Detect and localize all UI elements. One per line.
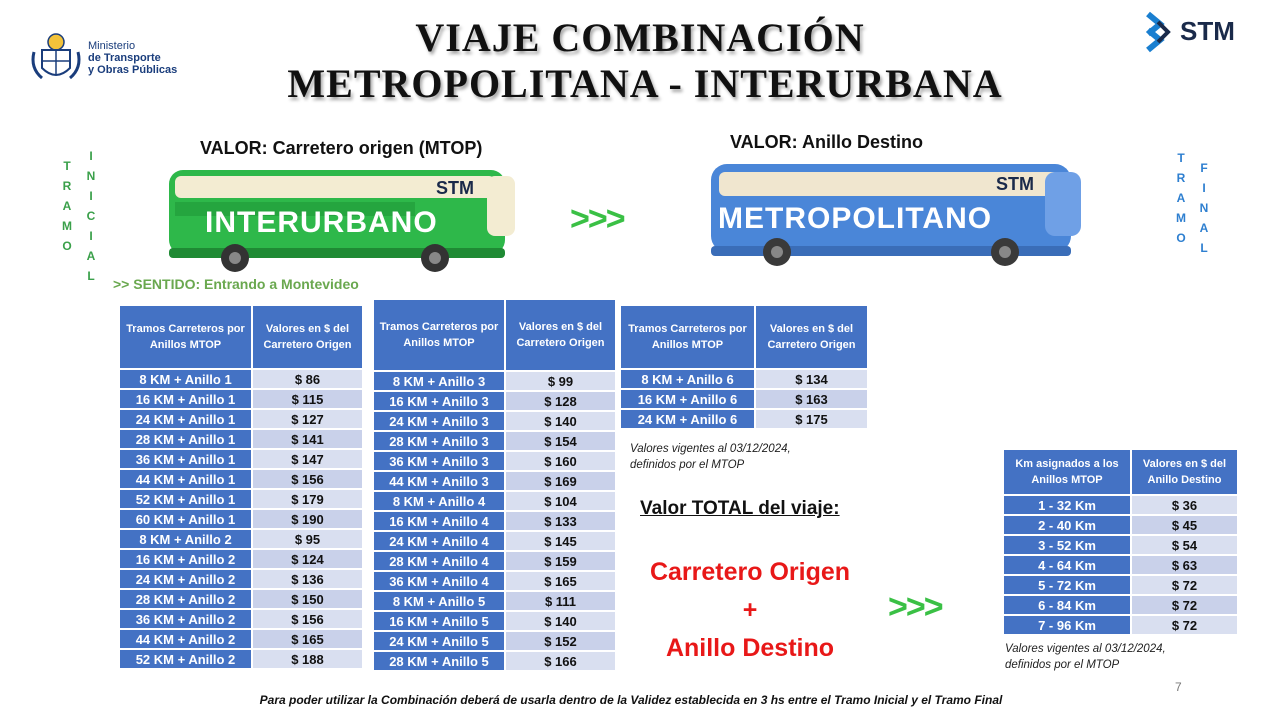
table-row	[120, 530, 362, 548]
table-row	[374, 632, 615, 650]
table-row	[374, 572, 615, 590]
price-cell: $ 134	[756, 370, 867, 388]
route-cell: 52 KM + Anillo 2	[120, 650, 253, 668]
table-row	[120, 470, 362, 488]
table-row	[120, 650, 362, 668]
route-cell: 28 KM + Anillo 5	[374, 652, 506, 670]
table-row	[120, 570, 362, 588]
route-cell: 6 - 84 Km	[1004, 596, 1132, 614]
table-row	[374, 512, 615, 530]
route-cell: 7 - 96 Km	[1004, 616, 1132, 634]
route-cell: 28 KM + Anillo 3	[374, 432, 506, 450]
route-cell: 16 KM + Anillo 2	[120, 550, 253, 568]
price-cell: $ 111	[506, 592, 615, 610]
ministry-line1: Ministerio	[88, 40, 136, 52]
table-row	[374, 532, 615, 550]
ministry-line3: y Obras Públicas	[88, 64, 178, 76]
price-cell: $ 95	[253, 530, 362, 548]
route-cell: 4 - 64 Km	[1004, 556, 1132, 574]
validity-note-2-line2: definidos por el MTOP	[1005, 659, 1120, 671]
arrow-icon-2: >>>	[888, 588, 942, 626]
stm-logo-icon	[1144, 10, 1178, 54]
price-cell: $ 147	[253, 450, 362, 468]
arrow-icon: >>>	[570, 200, 624, 238]
route-cell: 8 KM + Anillo 3	[374, 372, 506, 390]
route-cell: 16 KM + Anillo 5	[374, 612, 506, 630]
ministry-name	[88, 40, 177, 76]
price-cell: $ 141	[253, 430, 362, 448]
table-row	[120, 510, 362, 528]
anillo-table	[1004, 448, 1237, 636]
table-row	[621, 390, 867, 408]
carretero-table-2	[374, 298, 615, 672]
table-row	[1004, 616, 1237, 634]
table-row	[120, 490, 362, 508]
total-plus: +	[742, 596, 758, 624]
table-row	[120, 370, 362, 388]
price-cell: $ 124	[253, 550, 362, 568]
total-carretero-origen: Carretero Origen	[649, 558, 851, 586]
route-cell: 16 KM + Anillo 3	[374, 392, 506, 410]
page-title-line2: METROPOLITANA - INTERURBANA	[287, 61, 1003, 106]
table-row	[374, 392, 615, 410]
price-cell: $ 36	[1132, 496, 1237, 514]
price-cell: $ 136	[253, 570, 362, 588]
table-row	[1004, 576, 1237, 594]
validity-note-1-line2: definidos por el MTOP	[630, 459, 745, 471]
route-cell: 36 KM + Anillo 2	[120, 610, 253, 628]
column-header: Tramos Carreteros por Anillos MTOP	[621, 306, 756, 368]
route-cell: 60 KM + Anillo 1	[120, 510, 253, 528]
stm-logo-text: STM	[1180, 16, 1235, 46]
table-row	[120, 430, 362, 448]
table-row	[1004, 596, 1237, 614]
column-header: Valores en $ del Anillo Destino	[1132, 450, 1237, 494]
origin-valor-label: VALOR: Carretero origen (MTOP)	[200, 138, 483, 158]
table-row	[120, 590, 362, 608]
route-cell: 8 KM + Anillo 2	[120, 530, 253, 548]
price-cell: $ 154	[506, 432, 615, 450]
route-cell: 16 KM + Anillo 4	[374, 512, 506, 530]
route-cell: 8 KM + Anillo 4	[374, 492, 506, 510]
table-row	[374, 472, 615, 490]
table-row	[374, 592, 615, 610]
route-cell: 24 KM + Anillo 3	[374, 412, 506, 430]
total-heading: Valor TOTAL del viaje:	[640, 498, 840, 519]
price-cell: $ 165	[253, 630, 362, 648]
origin-bus-brand: STM	[436, 178, 474, 198]
price-cell: $ 150	[253, 590, 362, 608]
column-header: Tramos Carreteros por Anillos MTOP	[120, 306, 253, 368]
route-cell: 44 KM + Anillo 3	[374, 472, 506, 490]
ministry-line2: de Transporte	[88, 52, 161, 64]
carretero-table-3	[621, 304, 867, 430]
route-cell: 24 KM + Anillo 1	[120, 410, 253, 428]
price-cell: $ 175	[756, 410, 867, 428]
price-cell: $ 72	[1132, 616, 1237, 634]
origin-bus-label: INTERURBANO	[205, 206, 438, 239]
route-cell: 5 - 72 Km	[1004, 576, 1132, 594]
table-row	[120, 610, 362, 628]
validity-note-2	[1005, 641, 1166, 673]
table-row	[1004, 536, 1237, 554]
column-header: Tramos Carreteros por Anillos MTOP	[374, 300, 506, 370]
route-cell: 24 KM + Anillo 5	[374, 632, 506, 650]
price-cell: $ 163	[756, 390, 867, 408]
price-cell: $ 128	[506, 392, 615, 410]
table-row	[120, 630, 362, 648]
route-cell: 3 - 52 Km	[1004, 536, 1132, 554]
destination-valor-label: VALOR: Anillo Destino	[730, 132, 923, 152]
page-title-line1: VIAJE COMBINACIÓN	[415, 15, 865, 60]
price-cell: $ 160	[506, 452, 615, 470]
route-cell: 52 KM + Anillo 1	[120, 490, 253, 508]
table-row	[1004, 496, 1237, 514]
price-cell: $ 140	[506, 412, 615, 430]
destination-bus-label: METROPOLITANO	[718, 202, 993, 235]
price-cell: $ 54	[1132, 536, 1237, 554]
table-row	[374, 452, 615, 470]
route-cell: 16 KM + Anillo 6	[621, 390, 756, 408]
route-cell: 36 KM + Anillo 4	[374, 572, 506, 590]
price-cell: $ 99	[506, 372, 615, 390]
route-cell: 24 KM + Anillo 2	[120, 570, 253, 588]
route-cell: 28 KM + Anillo 1	[120, 430, 253, 448]
route-cell: 44 KM + Anillo 2	[120, 630, 253, 648]
validity-note-1-line1: Valores vigentes al 03/12/2024,	[630, 443, 791, 455]
price-cell: $ 63	[1132, 556, 1237, 574]
column-header: Valores en $ del Carretero Origen	[506, 300, 615, 370]
route-cell: 28 KM + Anillo 2	[120, 590, 253, 608]
validity-note-2-line1: Valores vigentes al 03/12/2024,	[1005, 643, 1166, 655]
table-row	[374, 612, 615, 630]
price-cell: $ 140	[506, 612, 615, 630]
route-cell: 36 KM + Anillo 3	[374, 452, 506, 470]
price-cell: $ 72	[1132, 596, 1237, 614]
uruguay-coat-of-arms-icon	[28, 28, 84, 86]
route-cell: 24 KM + Anillo 6	[621, 410, 756, 428]
table-row	[374, 652, 615, 670]
validity-note-1	[630, 441, 791, 473]
column-header: Valores en $ del Carretero Origen	[756, 306, 867, 368]
price-cell: $ 156	[253, 610, 362, 628]
price-cell: $ 152	[506, 632, 615, 650]
table-row	[374, 412, 615, 430]
route-cell: 2 - 40 Km	[1004, 516, 1132, 534]
table-row	[120, 390, 362, 408]
direction-label: >> SENTIDO: Entrando a Montevideo	[113, 276, 359, 292]
table-row	[374, 492, 615, 510]
table-row	[374, 552, 615, 570]
route-cell: 8 KM + Anillo 6	[621, 370, 756, 388]
price-cell: $ 190	[253, 510, 362, 528]
price-cell: $ 166	[506, 652, 615, 670]
price-cell: $ 188	[253, 650, 362, 668]
carretero-table-1	[120, 304, 362, 670]
price-cell: $ 104	[506, 492, 615, 510]
tramo-inicial-label-inicial: I N I C I A L	[86, 149, 96, 283]
price-cell: $ 86	[253, 370, 362, 388]
price-cell: $ 156	[253, 470, 362, 488]
price-cell: $ 72	[1132, 576, 1237, 594]
table-row	[374, 432, 615, 450]
destination-bus-brand: STM	[996, 174, 1034, 194]
price-cell: $ 145	[506, 532, 615, 550]
table-row	[621, 410, 867, 428]
column-header: Valores en $ del Carretero Origen	[253, 306, 362, 368]
column-header: Km asignados a los Anillos MTOP	[1004, 450, 1132, 494]
price-cell: $ 133	[506, 512, 615, 530]
table-row	[120, 410, 362, 428]
tramo-final-label-tramo: T R A M O	[1176, 151, 1186, 245]
route-cell: 24 KM + Anillo 4	[374, 532, 506, 550]
table-row	[1004, 556, 1237, 574]
price-cell: $ 127	[253, 410, 362, 428]
total-anillo-destino: Anillo Destino	[665, 634, 835, 662]
price-cell: $ 159	[506, 552, 615, 570]
route-cell: 44 KM + Anillo 1	[120, 470, 253, 488]
tramo-inicial-label-tramo: T R A M O	[62, 159, 72, 253]
route-cell: 8 KM + Anillo 1	[120, 370, 253, 388]
table-row	[120, 550, 362, 568]
price-cell: $ 179	[253, 490, 362, 508]
route-cell: 8 KM + Anillo 5	[374, 592, 506, 610]
price-cell: $ 165	[506, 572, 615, 590]
price-cell: $ 115	[253, 390, 362, 408]
table-row	[120, 450, 362, 468]
route-cell: 28 KM + Anillo 4	[374, 552, 506, 570]
footer-note: Para poder utilizar la Combinación deberá de usarla dentro de la Validez establecida en 3 hs entre el Tramo Inicial y el Tramo Final	[259, 693, 1003, 707]
route-cell: 16 KM + Anillo 1	[120, 390, 253, 408]
page-number: 7	[1175, 680, 1182, 694]
route-cell: 36 KM + Anillo 1	[120, 450, 253, 468]
table-row	[1004, 516, 1237, 534]
price-cell: $ 45	[1132, 516, 1237, 534]
table-row	[374, 372, 615, 390]
price-cell: $ 169	[506, 472, 615, 490]
route-cell: 1 - 32 Km	[1004, 496, 1132, 514]
table-row	[621, 370, 867, 388]
tramo-final-label-final: F I N A L	[1199, 161, 1209, 255]
